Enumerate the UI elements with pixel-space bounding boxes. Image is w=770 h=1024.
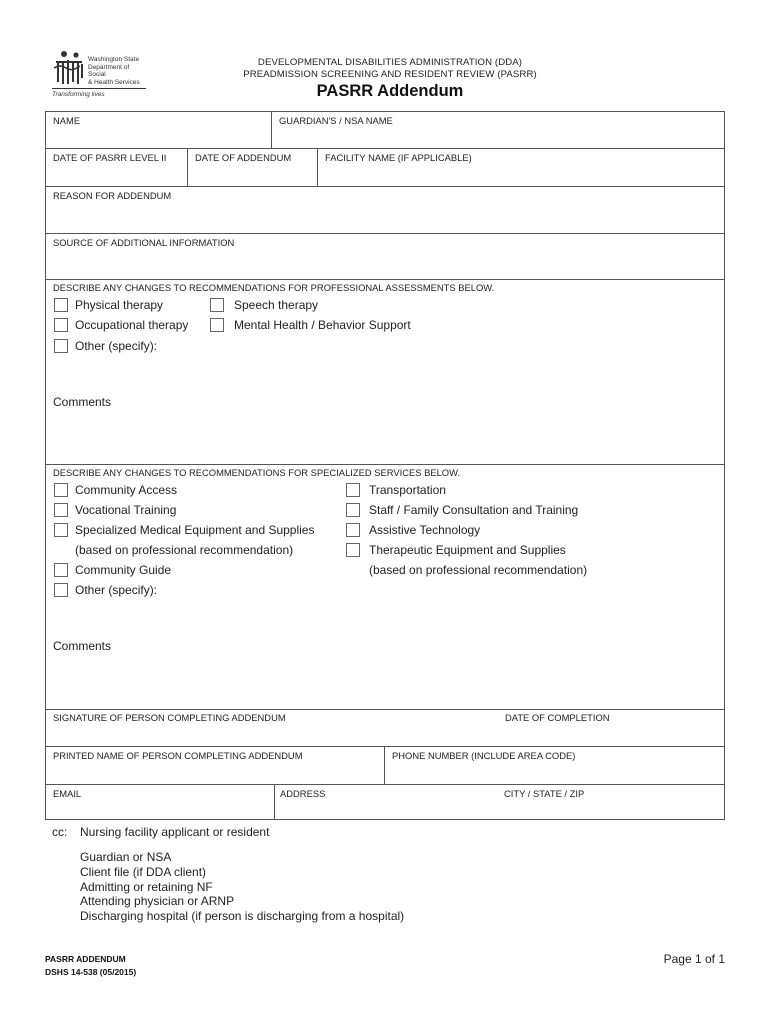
row-contact	[46, 785, 724, 819]
assistive-technology-checkbox[interactable]	[346, 523, 360, 537]
printed-name-field[interactable]	[46, 747, 384, 784]
community-guide-label: Community Guide	[75, 563, 172, 577]
specialized-medical-equipment-checkbox[interactable]	[54, 523, 68, 537]
form-name: PASRR ADDENDUM	[45, 954, 126, 964]
list-item: Attending physician or ARNP	[80, 894, 235, 909]
speech-therapy-label: Speech therapy	[234, 298, 319, 312]
city-state-zip-label: CITY / STATE / ZIP	[504, 788, 585, 799]
form-identifier	[45, 953, 136, 978]
professional-heading: DESCRIBE ANY CHANGES TO RECOMMENDATIONS FOR PROFESSIONAL ASSESSMENTS BELOW.	[53, 282, 495, 293]
physical-therapy-label: Physical therapy	[75, 298, 164, 312]
specialized-other-label: Other (specify):	[75, 583, 158, 597]
signature-field[interactable]	[46, 710, 724, 746]
page-title: PASRR Addendum	[316, 82, 464, 100]
vocational-training-checkbox[interactable]	[54, 503, 68, 517]
specialized-heading: DESCRIBE ANY CHANGES TO RECOMMENDATIONS FOR SPECIALIZED SERVICES BELOW.	[53, 467, 461, 478]
logo-org-name: Washington State Department of Social & Health Services	[88, 56, 140, 86]
transportation-checkbox[interactable]	[346, 483, 360, 497]
source-field[interactable]	[46, 234, 724, 280]
form-number: DSHS 14-538 (05/2015)	[45, 966, 137, 977]
cc-first-recipient: Nursing facility applicant or resident	[80, 825, 270, 839]
list-item: Admitting or retaining NF	[80, 879, 213, 894]
logo-tagline: Transforming lives	[52, 88, 146, 98]
community-guide-checkbox[interactable]	[54, 563, 68, 577]
cc-prefix: cc:	[52, 825, 68, 839]
therapeutic-equipment-note: (based on professional recommendation)	[369, 563, 588, 577]
list-item: Discharging hospital (if person is discharging from a hospital)	[80, 909, 405, 924]
transportation-label: Transportation	[369, 483, 446, 497]
dshs-logo-icon	[52, 50, 86, 86]
row-signature	[46, 710, 724, 747]
source-label: SOURCE OF ADDITIONAL INFORMATION	[53, 237, 235, 248]
guardian-name-field[interactable]	[271, 112, 724, 148]
address-label: ADDRESS	[280, 788, 326, 799]
staff-family-consultation-label: Staff / Family Consultation and Training	[369, 503, 579, 517]
staff-family-consultation-checkbox[interactable]	[346, 503, 360, 517]
list-item: Client file (if DDA client)	[80, 864, 207, 879]
phone-label: PHONE NUMBER (INCLUDE AREA CODE)	[392, 750, 576, 761]
signature-label: SIGNATURE OF PERSON COMPLETING ADDENDUM	[53, 712, 286, 723]
header-program: PREADMISSION SCREENING AND RESIDENT REVIEW (PASRR)	[243, 69, 537, 80]
therapeutic-equipment-checkbox[interactable]	[346, 543, 360, 557]
name-field[interactable]	[46, 112, 271, 148]
guardian-label: GUARDIAN'S / NSA NAME	[279, 115, 393, 126]
therapeutic-equipment-label: Therapeutic Equipment and Supplies	[369, 543, 566, 557]
specialized-comments-label: Comments	[53, 639, 112, 653]
date-level2-field[interactable]	[46, 149, 187, 186]
printed-name-label: PRINTED NAME OF PERSON COMPLETING ADDENDUM	[53, 750, 303, 761]
row-dates	[46, 149, 724, 187]
professional-comments-label: Comments	[53, 395, 112, 409]
reason-field[interactable]	[46, 187, 724, 234]
vocational-training-label: Vocational Training	[75, 503, 177, 517]
professional-section	[46, 280, 724, 465]
specialized-medical-equipment-label: Specialized Medical Equipment and Supplies	[75, 523, 315, 537]
assistive-technology-label: Assistive Technology	[369, 523, 481, 537]
facility-label: FACILITY NAME (IF APPLICABLE)	[325, 152, 472, 163]
phone-field[interactable]	[384, 747, 724, 784]
cc-list	[80, 850, 404, 924]
professional-other-label: Other (specify):	[75, 339, 158, 353]
date-addendum-label: DATE OF ADDENDUM	[195, 152, 292, 163]
occupational-therapy-checkbox[interactable]	[54, 318, 68, 332]
list-item: Guardian or NSA	[80, 850, 172, 864]
form-header	[0, 0, 770, 110]
page-number: Page 1 of 1	[663, 952, 725, 966]
date-completion-label: DATE OF COMPLETION	[505, 712, 610, 723]
specialized-section	[46, 465, 724, 710]
row-name	[46, 112, 724, 149]
email-field[interactable]	[46, 785, 274, 819]
mental-health-label: Mental Health / Behavior Support	[234, 318, 411, 332]
specialized-medical-equipment-note: (based on professional recommendation)	[75, 543, 294, 557]
name-label: NAME	[53, 115, 81, 126]
community-access-label: Community Access	[75, 483, 178, 497]
facility-name-field[interactable]	[317, 149, 724, 186]
occupational-therapy-label: Occupational therapy	[75, 318, 189, 332]
mental-health-checkbox[interactable]	[210, 318, 224, 332]
date-level2-label: DATE OF PASRR LEVEL II	[53, 152, 167, 163]
address-field[interactable]	[274, 785, 724, 819]
community-access-checkbox[interactable]	[54, 483, 68, 497]
reason-label: REASON FOR ADDENDUM	[53, 190, 172, 201]
email-label: EMAIL	[53, 788, 82, 799]
addendum-form	[45, 111, 725, 820]
date-addendum-field[interactable]	[187, 149, 317, 186]
header-administration: DEVELOPMENTAL DISABILITIES ADMINISTRATION (DDA)	[257, 57, 523, 68]
speech-therapy-checkbox[interactable]	[210, 298, 224, 312]
professional-other-checkbox[interactable]	[54, 339, 68, 353]
physical-therapy-checkbox[interactable]	[54, 298, 68, 312]
row-printed-name	[46, 747, 724, 785]
specialized-other-checkbox[interactable]	[54, 583, 68, 597]
